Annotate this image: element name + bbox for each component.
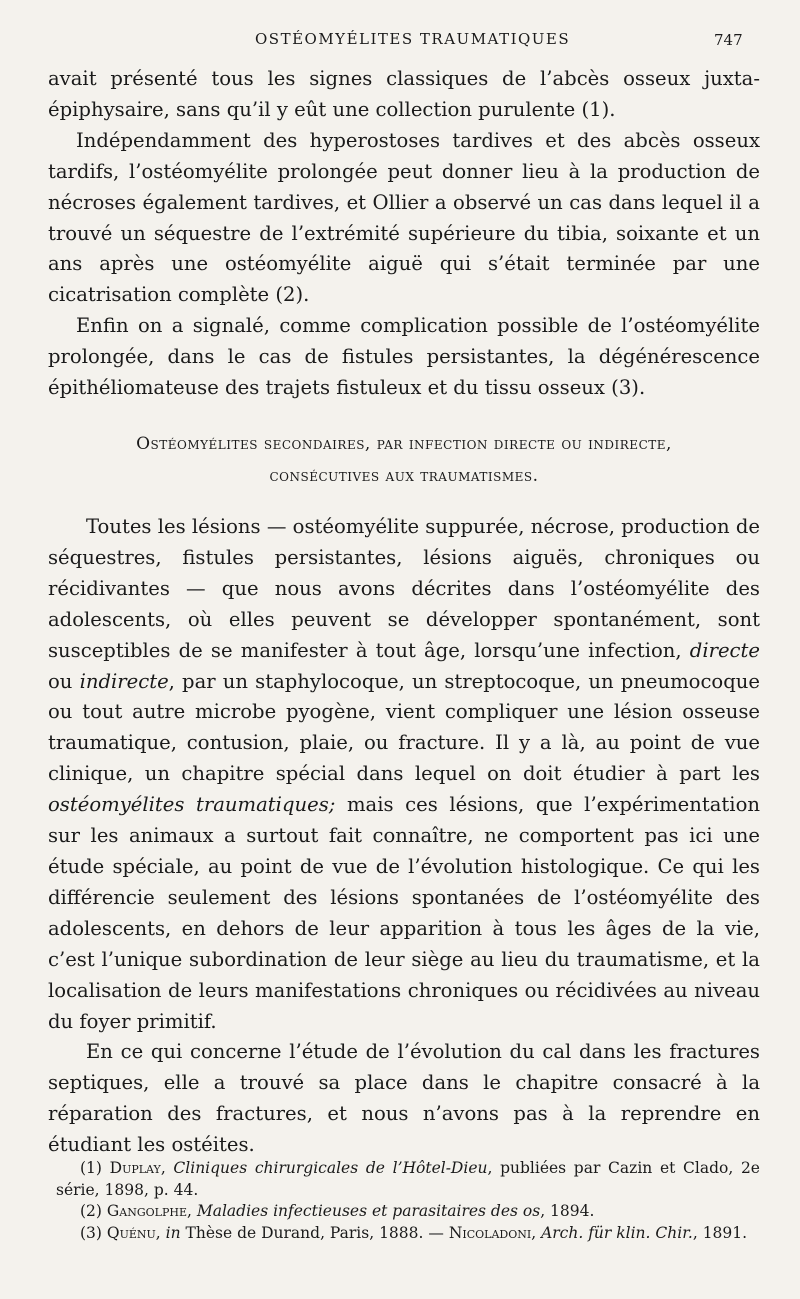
text-run: , xyxy=(155,1223,166,1242)
footnote-2 xyxy=(56,1201,760,1223)
section-heading xyxy=(48,428,760,492)
footnote-author: Duplay xyxy=(109,1159,161,1177)
footnote-title: Arch. für klin. Chir. xyxy=(541,1223,693,1242)
text-run: ou xyxy=(48,669,80,693)
footnote-number: (3) xyxy=(80,1223,107,1242)
running-title: OSTÉOMYÉLITES TRAUMATIQUES xyxy=(255,30,571,48)
text-run: , xyxy=(186,1202,197,1220)
section-1-body xyxy=(48,64,760,404)
emphasis-osteomyelites: ostéomyélites traumatiques; xyxy=(48,793,336,817)
running-header xyxy=(0,30,800,54)
text-run: , 1891. xyxy=(692,1223,748,1242)
footnote-title: Cliniques chirurgicales de l’Hôtel-Dieu xyxy=(173,1159,488,1177)
emphasis-indirecte: indirecte xyxy=(79,669,169,693)
paragraph-complication: Enfin on a signalé, comme complication possible de l’ostéomyélite prolongée, dans le cas de fistules persistantes, la dégénérescence épithéliomateuse des trajets fistuleux et du tissu osseux (3). xyxy=(48,314,760,400)
footnote-author: Quénu xyxy=(106,1223,156,1242)
paragraph-cal: En ce qui concerne l’étude de l’évolution du cal dans les fractures septiques, elle a trouvé sa place dans le chapitre consacré à la réparation des fractures, et nous n’avons pas à la reprendre en étudiant les ostéites. xyxy=(48,1040,760,1157)
text-run: , publiées par Cazin et Clado, 2e série, 1898, p. 44. xyxy=(56,1159,760,1199)
footnote-in: in xyxy=(165,1223,181,1242)
paragraph-necroses: Indépendamment des hyperostoses tardives et des abcès osseux tardifs, l’ostéomyélite prolongée peut donner lieu à la production de nécroses également tardives, et Ollier a observé un cas dans lequel il a trouvé un séquestre de l’extrémité supérieure du tibia, soixante et un ans après une ostéomyélite aiguë qui s’était terminée par une cicatrisation complète (2). xyxy=(48,128,760,307)
section-heading-line-2: consécutives aux traumatismes. xyxy=(269,466,539,486)
text-run: mais ces lésions, que l’expérimentation sur les animaux a surtout fait connaître, ne comportent pas ici une étude spéciale, au point de vue de l’évolution histologique. Ce qui les différencie seulement des lésions spontanées de l’ostéomyélite des adolescents, en dehors de leur apparition à tous les âges de la vie, c’est l’unique subordination de leur siège au lieu du traumatisme, et la localisation de leurs manifestations chroniques ou récidivées au niveau du foyer primitif. xyxy=(48,793,760,1033)
text-run: , xyxy=(531,1223,542,1242)
text-run: Thèse de Durand, Paris, 1888. — xyxy=(180,1223,449,1242)
section-heading-line-1: Ostéomyélites secondaires, par infection directe ou indirecte, xyxy=(136,434,672,454)
footnote-1 xyxy=(56,1158,760,1201)
text-run: Toutes les lésions — ostéomyélite suppurée, nécrose, production de séquestres, fistules persistantes, lésions aiguës, chroniques ou récidivantes — que nous avons décrites dans l’ostéomyélite des adolescents, où elles peuvent se développer spontanément, sont susceptibles de se manifester à tout âge, lorsqu’une infection, xyxy=(48,515,760,662)
footnote-3 xyxy=(56,1223,760,1245)
text-run: , 1894. xyxy=(540,1202,595,1220)
paragraph-continued: avait présenté tous les signes classiques de l’abcès osseux juxta-épiphysaire, sans qu’il y eût une collection purulente (1). xyxy=(48,67,760,121)
footnote-title: Maladies infectieuses et parasitaires des os xyxy=(196,1202,541,1220)
footnote-author: Nicoladoni xyxy=(448,1223,532,1242)
footnote-number: (1) xyxy=(80,1159,110,1177)
paragraph-lesions xyxy=(48,512,760,1037)
footnote-author: Gangolphe xyxy=(106,1202,187,1220)
footnotes xyxy=(56,1158,760,1244)
page-number: 747 xyxy=(714,31,743,49)
section-2-body xyxy=(48,512,760,1161)
emphasis-directe: directe xyxy=(689,638,760,662)
text-run: , xyxy=(160,1159,174,1177)
text-run: , par un staphylocoque, un streptocoque, un pneumocoque ou tout autre microbe pyogène, vient compliquer une lésion osseuse traumatique, contusion, plaie, ou fracture. Il y a là, au point de vue clinique, un chapitre spécial dans lequel on doit étudier à part les xyxy=(48,669,760,786)
footnote-number: (2) xyxy=(80,1202,107,1220)
